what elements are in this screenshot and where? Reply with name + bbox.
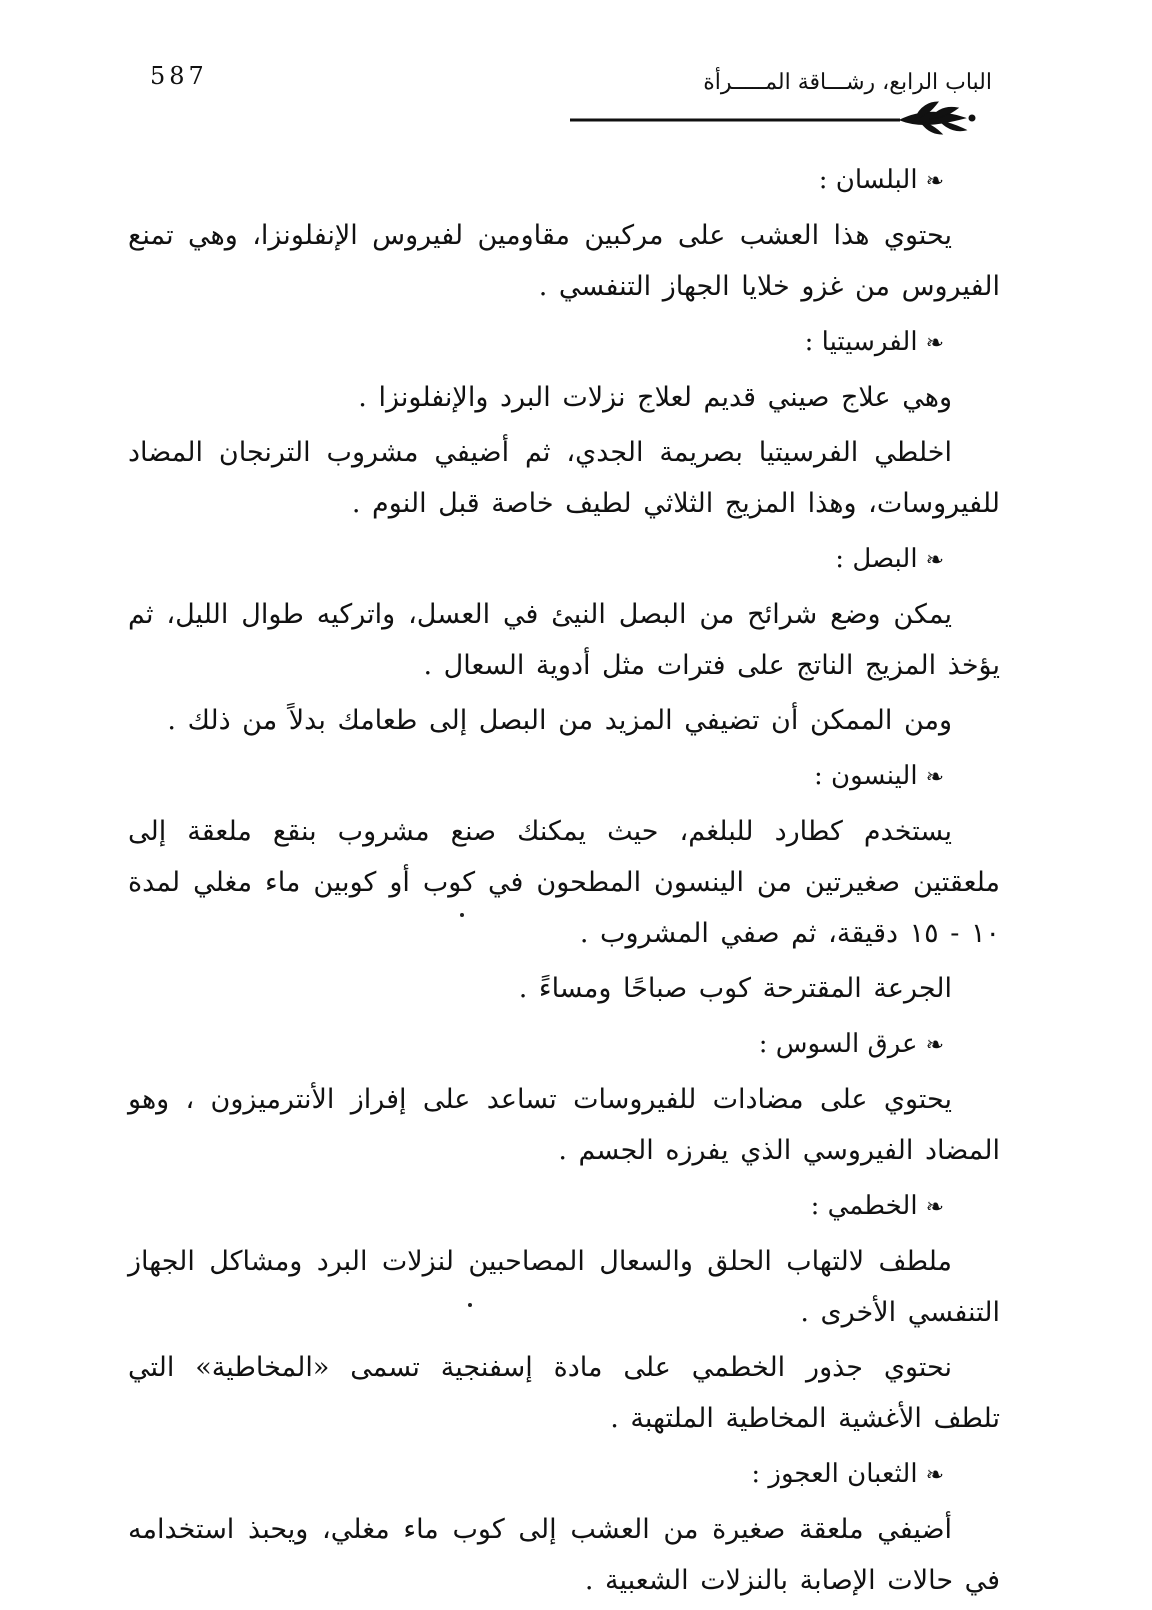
section-heading (128, 1022, 1000, 1068)
paragraph: وهي علاج صيني قديم لعلاج نزلات البرد والإنفلونزا . (358, 382, 952, 413)
section-licorice (128, 1022, 1000, 1176)
heading-text: عرق السوس : (758, 1029, 918, 1059)
section-onion (128, 537, 1000, 746)
ornament-icon: ❧ (925, 548, 944, 573)
section-heading (128, 320, 1000, 366)
page-body (128, 150, 1000, 1610)
heading-text: الفرسيتيا : (804, 327, 918, 357)
ornament-icon: ❧ (925, 169, 944, 194)
ornament-icon: ❧ (925, 765, 944, 790)
heading-text: الينسون : (813, 761, 918, 791)
paragraph: يحتوي هذا العشب على مركبين مقاومين لفيروس الإنفلونزا، وهي تمنع الفيروس من غزو خلايا الجهاز التنفسي . (128, 220, 1000, 302)
scan-speck (460, 913, 464, 917)
section-marshmallow (128, 1184, 1000, 1444)
paragraph: الجرعة المقترحة كوب صباحًا ومساءً . (518, 973, 952, 1004)
paragraph: اخلطي الفرسيتيا بصريمة الجدي، ثم أضيفي مشروب الترنجان المضاد للفيروسات، وهذا المزيج الثلاثي لطيف خاصة قبل النوم . (128, 437, 1000, 519)
page-number: 587 (150, 62, 208, 90)
section-heading (128, 1452, 1000, 1498)
section-elderberry (128, 158, 1000, 312)
paragraph: يحتوي على مضادات للفيروسات تساعد على إفراز الأنترميزون ، وهو المضاد الفيروسي الذي يفرزه الجسم . (128, 1084, 1000, 1166)
paragraph: أضيفي ملعقة صغيرة من العشب إلى كوب ماء مغلي، ويحبذ استخدامه في حالات الإصابة بالنزلات الشعبية . (128, 1514, 1000, 1596)
ornament-icon: ❧ (925, 1195, 944, 1220)
paragraph: يستخدم كطارد للبلغم، حيث يمكنك صنع مشروب بنقع ملعقة إلى ملعقتين صغيرتين من الينسون المطحون في كوب أو كوبين ماء مغلي لمدة ١٠ - ١٥ دقيقة، ثم صفي المشروب . (128, 816, 1000, 949)
ornament-icon: ❧ (925, 1463, 944, 1488)
heading-text: البلسان : (818, 165, 918, 195)
section-anise (128, 754, 1000, 1014)
paragraph: ملطف لالتهاب الحلق والسعال المصاحبين لنزلات البرد ومشاكل الجهاز التنفسي الأخرى . (128, 1246, 1000, 1328)
scan-speck (468, 1303, 472, 1307)
paragraph: ومن الممكن أن تضيفي المزيد من البصل إلى طعامك بدلاً من ذلك . (167, 705, 952, 736)
section-old-snake (128, 1452, 1000, 1606)
section-heading (128, 158, 1000, 204)
section-forsythia (128, 320, 1000, 529)
heading-text: الثعبان العجوز : (751, 1459, 918, 1489)
section-heading (128, 1184, 1000, 1230)
section-heading (128, 754, 1000, 800)
header-rule (570, 100, 990, 140)
leaf-ornament-icon (900, 102, 975, 134)
section-heading (128, 537, 1000, 583)
running-head: الباب الرابع، رشـــاقة المـــــرأة (703, 70, 992, 95)
paragraph: يمكن وضع شرائح من البصل النيئ في العسل، واتركيه طوال الليل، ثم يؤخذ المزيج الناتج على فترات مثل أدوية السعال . (128, 599, 1000, 681)
paragraph: نحتوي جذور الخطمي على مادة إسفنجية تسمى «المخاطية» التي تلطف الأغشية المخاطية الملتهبة . (128, 1352, 1000, 1434)
ornament-icon: ❧ (925, 1033, 944, 1058)
heading-text: البصل : (835, 544, 918, 574)
ornament-icon: ❧ (925, 331, 944, 356)
heading-text: الخطمي : (810, 1191, 918, 1221)
